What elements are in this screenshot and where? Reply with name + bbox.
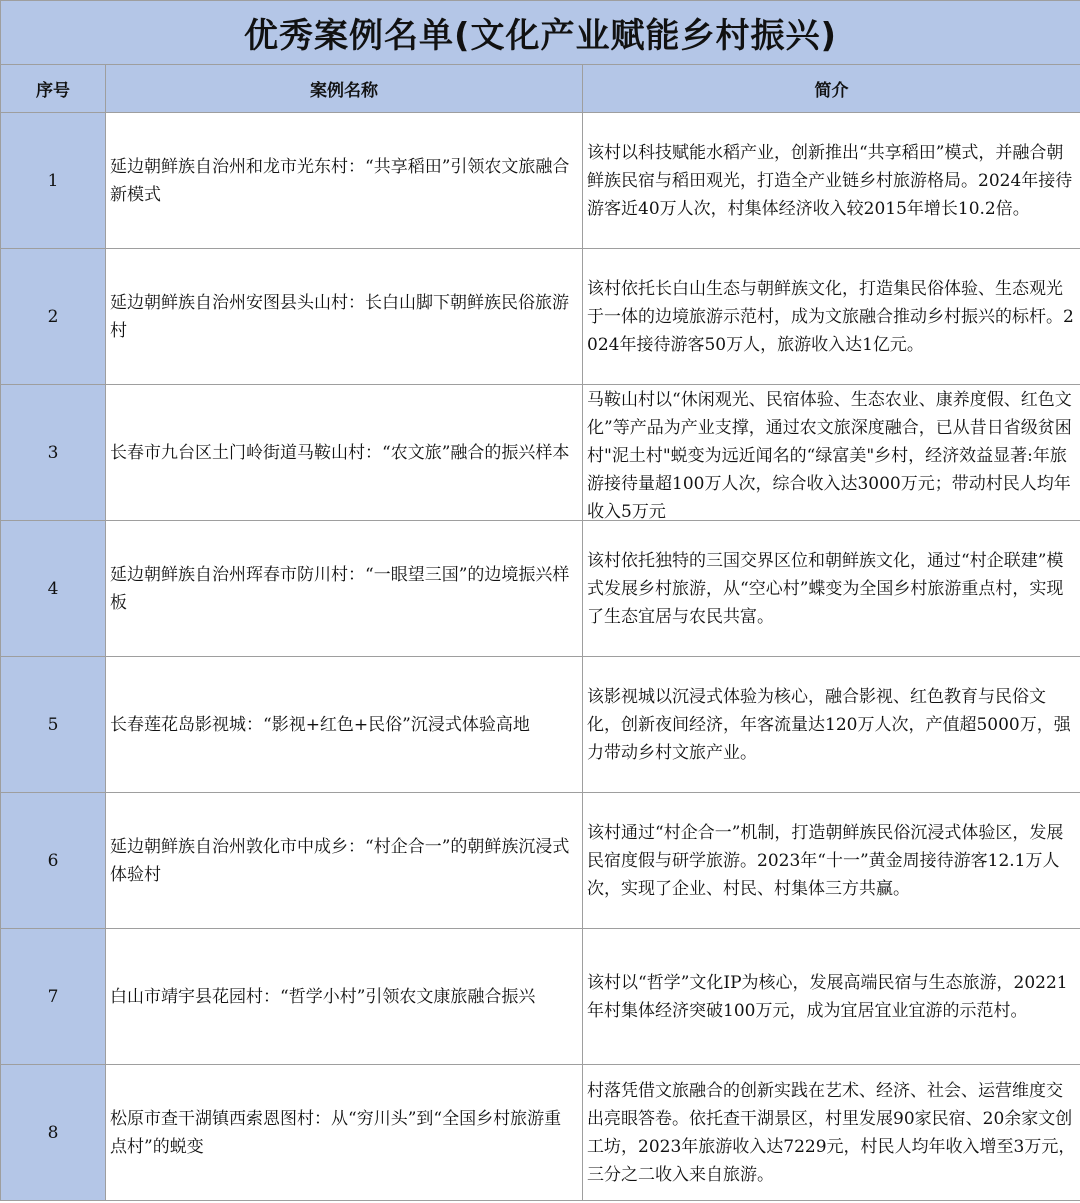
case-name-cell[interactable]: 延边朝鲜族自治州珲春市防川村：“一眼望三国”的边境振兴样板 bbox=[106, 521, 583, 657]
case-intro-text: 该村以科技赋能水稻产业，创新推出“共享稻田”模式，并融合朝鲜族民宿与稻田观光，打造全产业链乡村旅游格局。2024年接待游客近40万人次，村集体经济收入较2015年增长10.2倍。 bbox=[587, 142, 1073, 219]
table-row bbox=[1, 793, 1080, 929]
case-intro-cell[interactable] bbox=[583, 113, 1080, 249]
table-row bbox=[1, 249, 1080, 385]
row-index-cell[interactable]: 1 bbox=[1, 113, 106, 249]
case-name-cell[interactable]: 延边朝鲜族自治州安图县头山村：长白山脚下朝鲜族民俗旅游村 bbox=[106, 249, 583, 385]
row-index-cell[interactable]: 2 bbox=[1, 249, 106, 385]
case-intro-cell[interactable] bbox=[583, 1065, 1080, 1201]
header-row bbox=[1, 65, 1080, 113]
case-name-cell[interactable]: 长春莲花岛影视城：“影视+红色+民俗”沉浸式体验高地 bbox=[106, 657, 583, 793]
case-intro-text: 该村通过“村企合一”机制，打造朝鲜族民俗沉浸式体验区，发展民宿度假与研学旅游。2023年“十一”黄金周接待游客12.1万人次，实现了企业、村民、村集体三方共赢。 bbox=[587, 822, 1064, 899]
case-name-cell[interactable]: 延边朝鲜族自治州敦化市中成乡：“村企合一”的朝鲜族沉浸式体验村 bbox=[106, 793, 583, 929]
case-intro-cell[interactable] bbox=[583, 249, 1080, 385]
case-intro-text: 马鞍山村以“休闲观光、民宿体验、生态农业、康养度假、红色文化”等产品为产业支撑，通过农文旅深度融合，已从昔日省级贫困村"泥土村"蜕变为远近闻名的“绿富美"乡村，经济效益显著:年旅游接待量超100万人次，综合收入达3000万元；带动村民人均年收入5万元 bbox=[587, 389, 1072, 520]
row-index-cell[interactable]: 4 bbox=[1, 521, 106, 657]
case-intro-text: 该村依托长白山生态与朝鲜族文化，打造集民俗体验、生态观光于一体的边境旅游示范村，成为文旅融合推动乡村振兴的标杆。2024年接待游客50万人，旅游收入达1亿元。 bbox=[587, 278, 1074, 355]
row-index-cell[interactable]: 6 bbox=[1, 793, 106, 929]
row-index-cell[interactable]: 3 bbox=[1, 385, 106, 521]
case-intro-cell[interactable] bbox=[583, 793, 1080, 929]
column-header-name[interactable]: 案例名称 bbox=[106, 65, 583, 113]
column-header-intro[interactable]: 简介 bbox=[583, 65, 1080, 113]
row-index-cell[interactable]: 7 bbox=[1, 929, 106, 1065]
case-intro-cell[interactable] bbox=[583, 385, 1080, 521]
case-name-cell[interactable]: 延边朝鲜族自治州和龙市光东村：“共享稻田”引领农文旅融合新模式 bbox=[106, 113, 583, 249]
case-intro-cell[interactable] bbox=[583, 657, 1080, 793]
table-row bbox=[1, 113, 1080, 249]
table-row bbox=[1, 657, 1080, 793]
case-intro-text: 村落凭借文旅融合的创新实践在艺术、经济、社会、运营维度交出亮眼答卷。依托查干湖景区，村里发展90家民宿、20余家文创工坊，2023年旅游收入达7229元，村民人均年收入增至3万元，三分之二收入来自旅游。 bbox=[587, 1080, 1076, 1185]
case-intro-text: 该村依托独特的三国交界区位和朝鲜族文化，通过“村企联建”模式发展乡村旅游，从“空心村”蝶变为全国乡村旅游重点村，实现了生态宜居与农民共富。 bbox=[587, 550, 1064, 627]
column-header-index[interactable]: 序号 bbox=[1, 65, 106, 113]
table-row bbox=[1, 521, 1080, 657]
table-title[interactable]: 优秀案例名单(文化产业赋能乡村振兴) bbox=[1, 1, 1080, 65]
case-intro-cell[interactable] bbox=[583, 929, 1080, 1065]
case-name-cell[interactable]: 白山市靖宇县花园村：“哲学小村”引领农文康旅融合振兴 bbox=[106, 929, 583, 1065]
title-row bbox=[1, 1, 1080, 65]
table-row bbox=[1, 929, 1080, 1065]
case-intro-cell[interactable] bbox=[583, 521, 1080, 657]
row-index-cell[interactable]: 8 bbox=[1, 1065, 106, 1201]
case-intro-text: 该村以“哲学”文化IP为核心，发展高端民宿与生态旅游，20221年村集体经济突破100万元，成为宜居宜业宜游的示范村。 bbox=[587, 972, 1068, 1021]
case-name-cell[interactable]: 长春市九台区土门岭街道马鞍山村：“农文旅”融合的振兴样本 bbox=[106, 385, 583, 521]
row-index-cell[interactable]: 5 bbox=[1, 657, 106, 793]
case-intro-text: 该影视城以沉浸式体验为核心，融合影视、红色教育与民俗文化，创新夜间经济，年客流量达120万人次，产值超5000万，强力带动乡村文旅产业。 bbox=[587, 686, 1071, 763]
case-name-cell[interactable]: 松原市查干湖镇西索恩图村：从“穷川头”到“全国乡村旅游重点村”的蜕变 bbox=[106, 1065, 583, 1201]
table-row bbox=[1, 385, 1080, 521]
table-row bbox=[1, 1065, 1080, 1201]
